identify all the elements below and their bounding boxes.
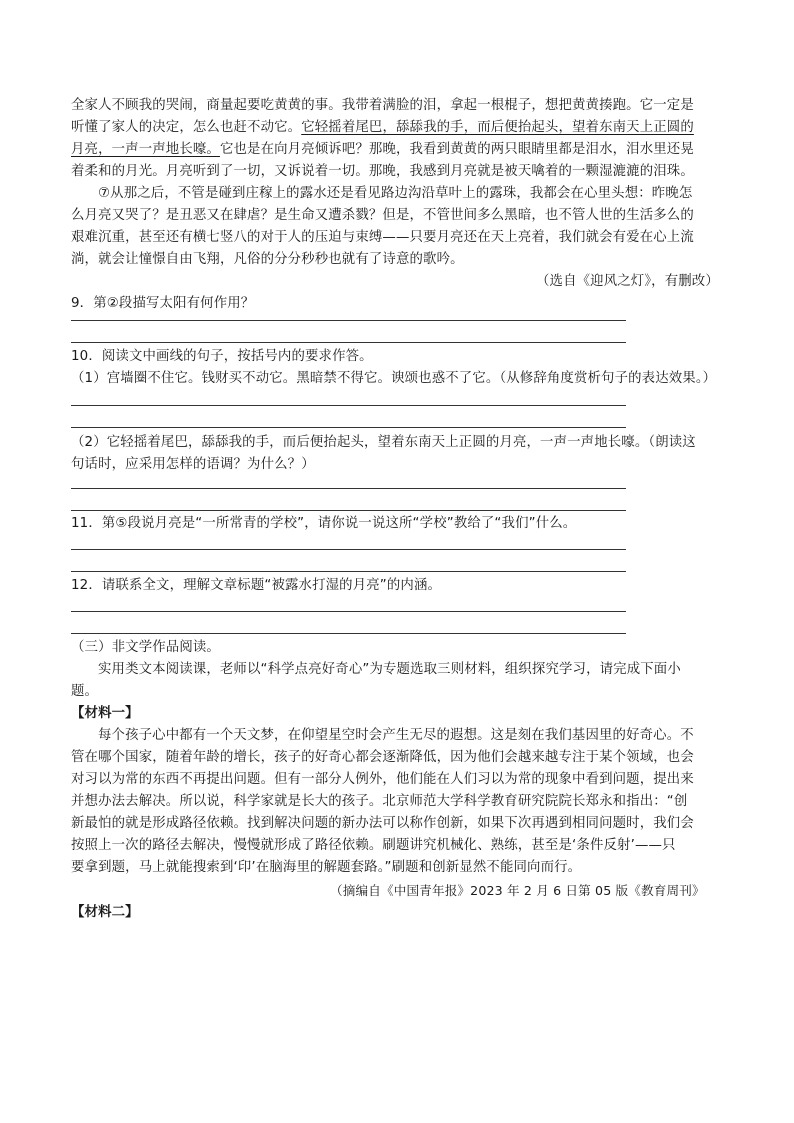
answer-line[interactable] bbox=[71, 405, 626, 406]
answer-line[interactable] bbox=[71, 549, 626, 550]
material-1-line: 每个孩子心中都有一个天文梦，在仰望星空时会产生无尽的遐想。这是刻在我们基因里的好奇心。不 bbox=[98, 728, 694, 743]
answer-line[interactable] bbox=[71, 611, 626, 612]
passage-line-4: 着柔和的月光。月亮听到了一切，又诉说着一切。那晚，我感到月亮就是被天噙着的一颗湿漉漉的泪珠。 bbox=[71, 164, 694, 179]
question-10-2-line2: 句话时，应采用怎样的语调？为什么？） bbox=[71, 457, 315, 472]
material-2-title: 【材料二】 bbox=[71, 905, 139, 920]
passage-line-5: ⑦从那之后，不管是碰到庄稼上的露水还是看见路边沟沿草叶上的露珠，我都会在心里头想：昨晚怎 bbox=[98, 186, 693, 201]
underlined-sentence-part2: 月亮，一声一声地长嚎。 bbox=[71, 142, 220, 157]
material-1-line: 按照上一次的路径去解决，慢慢就形成了路径依赖。刷题讲究机械化、熟练，甚至是‘条件反射’——只 bbox=[71, 838, 676, 853]
question-11: 11．第⑤段说月亮是“一所常青的学校”，请你说一说这所“学校”教给了“我们”什么。 bbox=[71, 516, 577, 531]
question-12: 12．请联系全文，理解文章标题“被露水打湿的月亮”的内涵。 bbox=[71, 578, 442, 593]
question-10-2-line1: （2）它轻摇着尾巴，舔舔我的手，而后便抬起头，望着东南天上正圆的月亮，一声一声地长嚎。（朗读这 bbox=[71, 435, 696, 450]
answer-line[interactable] bbox=[71, 510, 626, 511]
section-3-intro-line2: 题。 bbox=[71, 684, 99, 699]
passage-line-7: 艰难沉重，甚至还有横七竖八的对于人的压迫与束缚——只要月亮还在天上亮着，我们就会有爱在心上流 bbox=[71, 230, 694, 245]
answer-line[interactable] bbox=[71, 633, 626, 634]
answer-line[interactable] bbox=[71, 342, 626, 343]
answer-line[interactable] bbox=[71, 320, 626, 321]
section-3-intro-line1: 实用类文本阅读课，老师以“科学点亮好奇心”为专题选取三则材料，组织探究学习，请完成下面小 bbox=[98, 662, 681, 677]
underlined-sentence-part1: 它轻摇着尾巴，舔舔我的手，而后便抬起头，望着东南天上正圆的 bbox=[301, 120, 694, 135]
section-3-heading: （三）非文学作品阅读。 bbox=[71, 640, 220, 655]
material-1-line: 要拿到题，马上就能搜索到‘印’在脑海里的解题套路。”刷题和创新显然不能同向而行。 bbox=[71, 860, 582, 875]
material-1-title: 【材料一】 bbox=[71, 706, 139, 721]
passage-line-6: 么月亮又哭了？是丑恶又在肆虐？是生命又遭杀戮？但是，不管世间多么黑暗，也不管人世的生活多么的 bbox=[71, 208, 694, 223]
passage-line-3: 月亮，一声一声地长嚎。它也是在向月亮倾诉吧？那晚，我看到黄黄的两只眼睛里都是泪水，泪水里还晃 bbox=[71, 142, 694, 157]
answer-line[interactable] bbox=[71, 427, 626, 428]
question-9: 9．第②段描写太阳有何作用？ bbox=[71, 296, 255, 311]
passage-line-2: 听懂了家人的决定，怎么也赶不动它。它轻摇着尾巴，舔舔我的手，而后便抬起头，望着东南天上正圆的 bbox=[71, 120, 694, 135]
material-1-line: 新最怕的就是形成路径依赖。找到解决问题的新办法可以称作创新，如果下次再遇到相同问题时，我们会 bbox=[71, 816, 694, 831]
answer-line[interactable] bbox=[71, 488, 626, 489]
material-1-line: 对习以为常的东西不再提出问题。但有一部分人例外，他们能在人们习以为常的现象中看到问题，提出来 bbox=[71, 772, 694, 787]
material-1-line: 管在哪个国家，随着年龄的增长，孩子的好奇心都会逐渐降低，因为他们会越来越专注于某个领域，也会 bbox=[71, 750, 694, 765]
material-1-source: （摘编自《中国青年报》2023 年 2 月 6 日第 05 版《教育周刊》 bbox=[330, 883, 705, 898]
answer-line[interactable] bbox=[71, 571, 626, 572]
passage-line-8: 淌，就会让憧憬自由飞翔，凡俗的分分秒秒也就有了诗意的歌吟。 bbox=[71, 252, 464, 267]
passage-line-1: 全家人不顾我的哭闹，商量起要吃黄黄的事。我带着满脸的泪，拿起一根棍子，想把黄黄揍跑。它一定是 bbox=[71, 98, 694, 113]
passage-source: （选自《迎风之灯》，有删改） bbox=[536, 274, 719, 289]
question-10: 10．阅读文中画线的句子，按括号内的要求作答。 bbox=[71, 349, 373, 364]
material-1-line: 并想办法去解决。所以说，科学家就是长大的孩子。北京师范大学科学教育研究院院长郑永和指出：“创 bbox=[71, 794, 688, 809]
question-10-1: （1）宫墙圈不住它。钱财买不动它。黑暗禁不得它。谀颂也惑不了它。（从修辞角度赏析句子的表达效果。） bbox=[71, 371, 717, 386]
